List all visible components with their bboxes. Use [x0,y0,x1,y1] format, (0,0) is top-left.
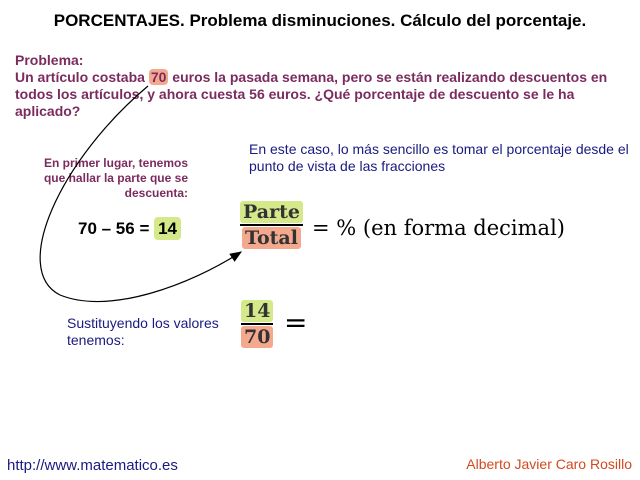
explanation-note: En este caso, lo más sencillo es tomar el porcentaje desde el punto de vista de las fracciones [249,141,629,174]
problem-label: Problema: [15,52,84,68]
subtraction-text: 70 – 56 = [78,219,155,238]
fraction-bar [240,224,303,226]
fraction-denominator-total: Total [242,227,301,249]
fraction-bar [241,323,273,325]
fraction-denominator-70: 70 [241,326,273,348]
problem-text-after: euros la pasada semana, pero se están realizando descuentos en todos los artículos, y ahora cuesta 56 euros. ¿Qué porcentaje de descuento se le ha aplicado? [15,69,608,119]
problem-statement [15,52,635,120]
first-step-note: En primer lugar, tenemos que hallar la parte que se descuenta: [43,156,188,200]
problem-text-before: Un artículo costaba [15,69,149,85]
substitution-equals: = [284,306,308,339]
fraction-14-70 [241,300,273,348]
formula-equals-percent: = % (en forma decimal) [312,216,565,240]
highlighted-price-70: 70 [150,69,167,85]
fraction-parte-total [240,201,303,249]
website-link[interactable]: http://www.matematico.es [7,457,178,474]
substitution-note: Sustituyendo los valores tenemos: [67,315,219,348]
page-title: PORCENTAJES. Problema disminuciones. Cálculo del porcentaje. [53,11,587,30]
subtraction-result: 14 [154,217,181,240]
author-credit: Alberto Javier Caro Rosillo [466,456,632,472]
fraction-numerator-parte: Parte [240,201,303,223]
subtraction-expression [78,219,181,239]
fraction-numerator-14: 14 [241,300,273,322]
